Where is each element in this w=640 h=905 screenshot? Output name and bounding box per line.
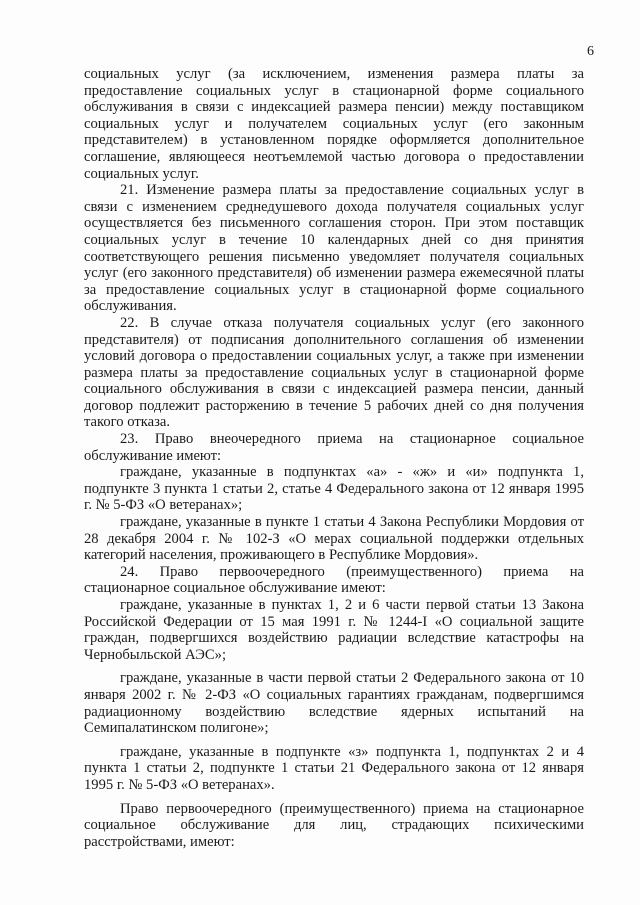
paragraph-item-21: 21. Изменение размера платы за предоставление социальных услуг в связи с изменением среднедушевого дохода получателя социальных услуг осуществляется без письменного соглашения сторон. При этом поставщик социальных услуг в течение 10 календарных дней со дня принятия соответствующего решения письменно уведомляет получателя социальных услуг (его законного представителя) об изменении размера ежемесячной платы за предоставление социальных услуг в стационарной форме социального обслуживания. (84, 182, 584, 315)
paragraph-item-24-subpoint-3: граждане, указанные в подпункте «з» подпункта 1, подпунктах 2 и 4 пункта 1 статьи 2, подпункте 1 статьи 21 Федерального закона от 12 января 1995 г. № 5-ФЗ «О ветеранах». (84, 743, 584, 793)
paragraph-item-24-subpoint-1: граждане, указанные в пунктах 1, 2 и 6 части первой статьи 13 Закона Российской Федерации от 15 мая 1991 г. № 1244-I «О социальной защите граждан, подвергшихся воздействию радиации вследствие катастрофы на Чернобыльской АЭС»; (84, 597, 584, 663)
paragraph-item-23: 23. Право внеочередного приема на стационарное социальное обслуживание имеют: (84, 431, 584, 464)
paragraph-continuation: социальных услуг (за исключением, изменения размера платы за предоставление социальных услуг в стационарной форме социального обслуживания в связи с индексацией размера пенсии) между поставщиком социальных услуг и получателем социальных услуг (его законным представителем) в установленном порядке оформляется дополнительное соглашение, являющееся неотъемлемой частью договора о предоставлении социальных услуг. (84, 66, 584, 182)
page-number: 6 (587, 44, 594, 59)
document-body (84, 66, 584, 850)
paragraph-item-24: 24. Право первоочередного (преимущественного) приема на стационарное социальное обслуживание имеют: (84, 563, 584, 597)
paragraph-item-22: 22. В случае отказа получателя социальных услуг (его законного представителя) от подписания дополнительного соглашения об изменении условий договора о предоставлении социальных услуг, а также при изменении размера платы за предоставление социальных услуг в стационарной форме социального обслуживания в связи с индексацией размера пенсии, данный договор подлежит расторжению в течение 5 рабочих дней со дня получения такого отказа. (84, 314, 584, 431)
paragraph-item-23-subpoint-1: граждане, указанные в подпунктах «а» - «ж» и «и» подпункта 1, подпункте 3 пункта 1 статьи 2, статье 4 Федерального закона от 12 января 1995 г. № 5-ФЗ «О ветеранах»; (84, 464, 584, 514)
paragraph-psychiatric-priority: Право первоочередного (преимущественного) приема на стационарное социальное обслуживание для лиц, страдающих психическими расстройствами, имеют: (84, 800, 584, 850)
paragraph-item-24-subpoint-2: граждане, указанные в части первой статьи 2 Федерального закона от 10 января 2002 г. № 2-ФЗ «О социальных гарантиях гражданам, подвергшимся радиационному воздействию вследствие ядерных испытаний на Семипалатинском полигоне»; (84, 670, 584, 737)
paragraph-item-23-subpoint-2: граждане, указанные в пункте 1 статьи 4 Закона Республики Мордовия от 28 декабря 2004 г. № 102-З «О мерах социальной поддержки отдельных категорий населения, проживающего в Республике Мордовия». (84, 514, 584, 564)
